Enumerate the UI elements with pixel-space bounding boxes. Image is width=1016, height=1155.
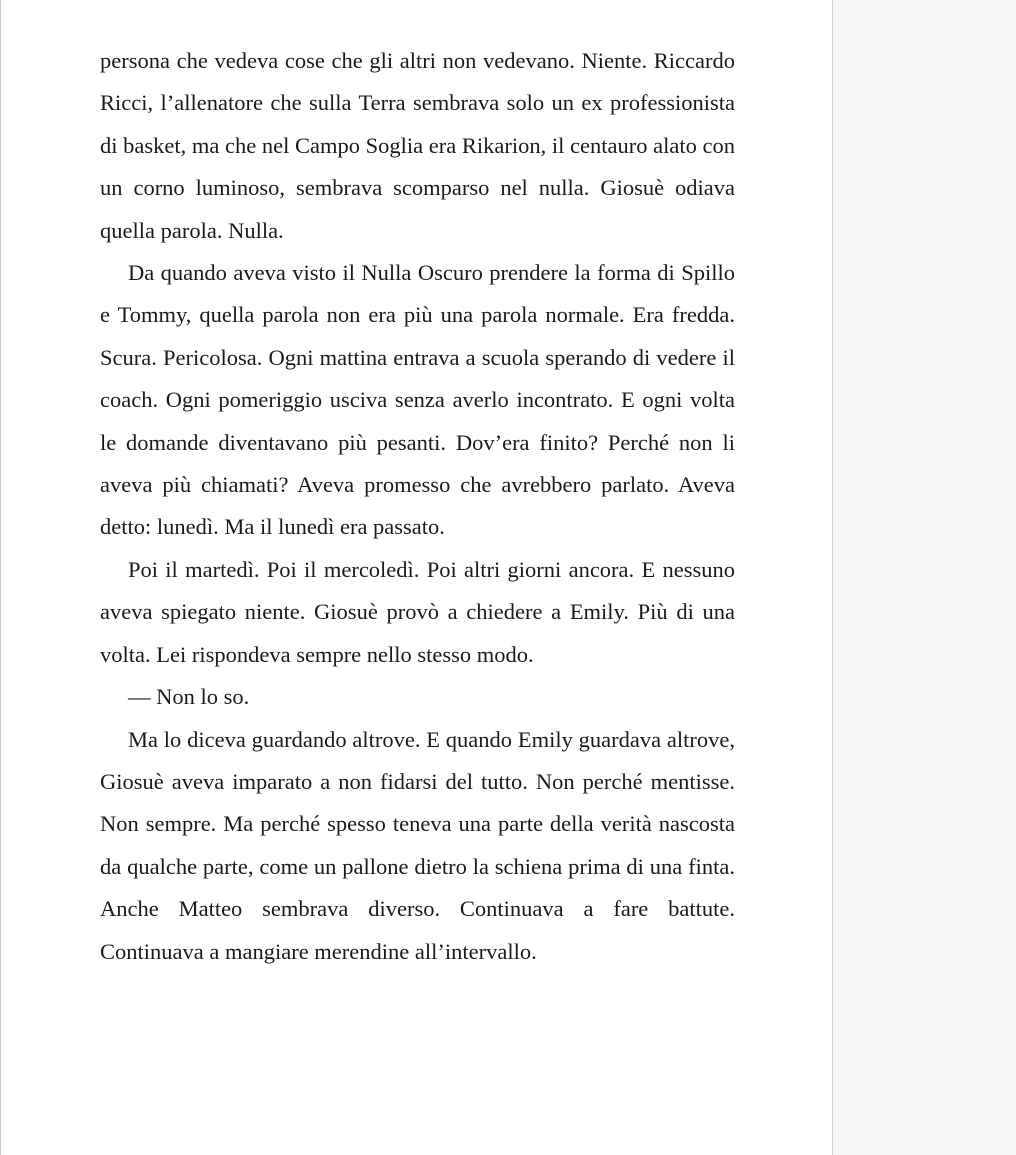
paragraph-5: Ma lo diceva guardando altrove. E quando Emily guardava altrove, Giosuè aveva imparato a non fidarsi del tutto. Non perché mentisse. Non sempre. Ma perché spesso teneva una parte della verità nascosta da qualche parte, come un pallone dietro la schiena prima di una finta. Anche Matteo sembrava diverso. Continuava a fare battute. Continuava a mangiare merendine all’intervallo. (100, 726, 735, 964)
paragraph-2: Da quando aveva visto il Nulla Oscuro prendere la forma di Spillo e Tommy, quella parola non era più una parola normale. Era fredda. Scura. Pericolosa. Ogni mattina entrava a scuola sperando di vedere il coach. Ogni pomeriggio usciva senza averlo incontrato. E ogni volta le domande diventavano più pesanti. Dov’era finito? Perché non li aveva più chiamati? Aveva promesso che avrebbero parlato. Aveva detto: lunedì. Ma il lunedì era passato. (100, 260, 735, 540)
page-body-text (100, 40, 735, 973)
paragraph-1: persona che vedeva cose che gli altri non vedevano. Niente. Riccardo Ricci, l’allenatore che sulla Terra sembrava solo un ex professionista di basket, ma che nel Campo Soglia era Rikarion, il centauro alato con un corno luminoso, sembrava scomparso nel nulla. Giosuè odiava quella parola. Nulla. (100, 48, 735, 243)
dialogue-line: — Non lo so. (128, 684, 250, 710)
paragraph-3: Poi il martedì. Poi il mercoledì. Poi altri giorni ancora. E nessuno aveva spiegato niente. Giosuè provò a chiedere a Emily. Più di una volta. Lei rispondeva sempre nello stesso modo. (100, 556, 735, 667)
